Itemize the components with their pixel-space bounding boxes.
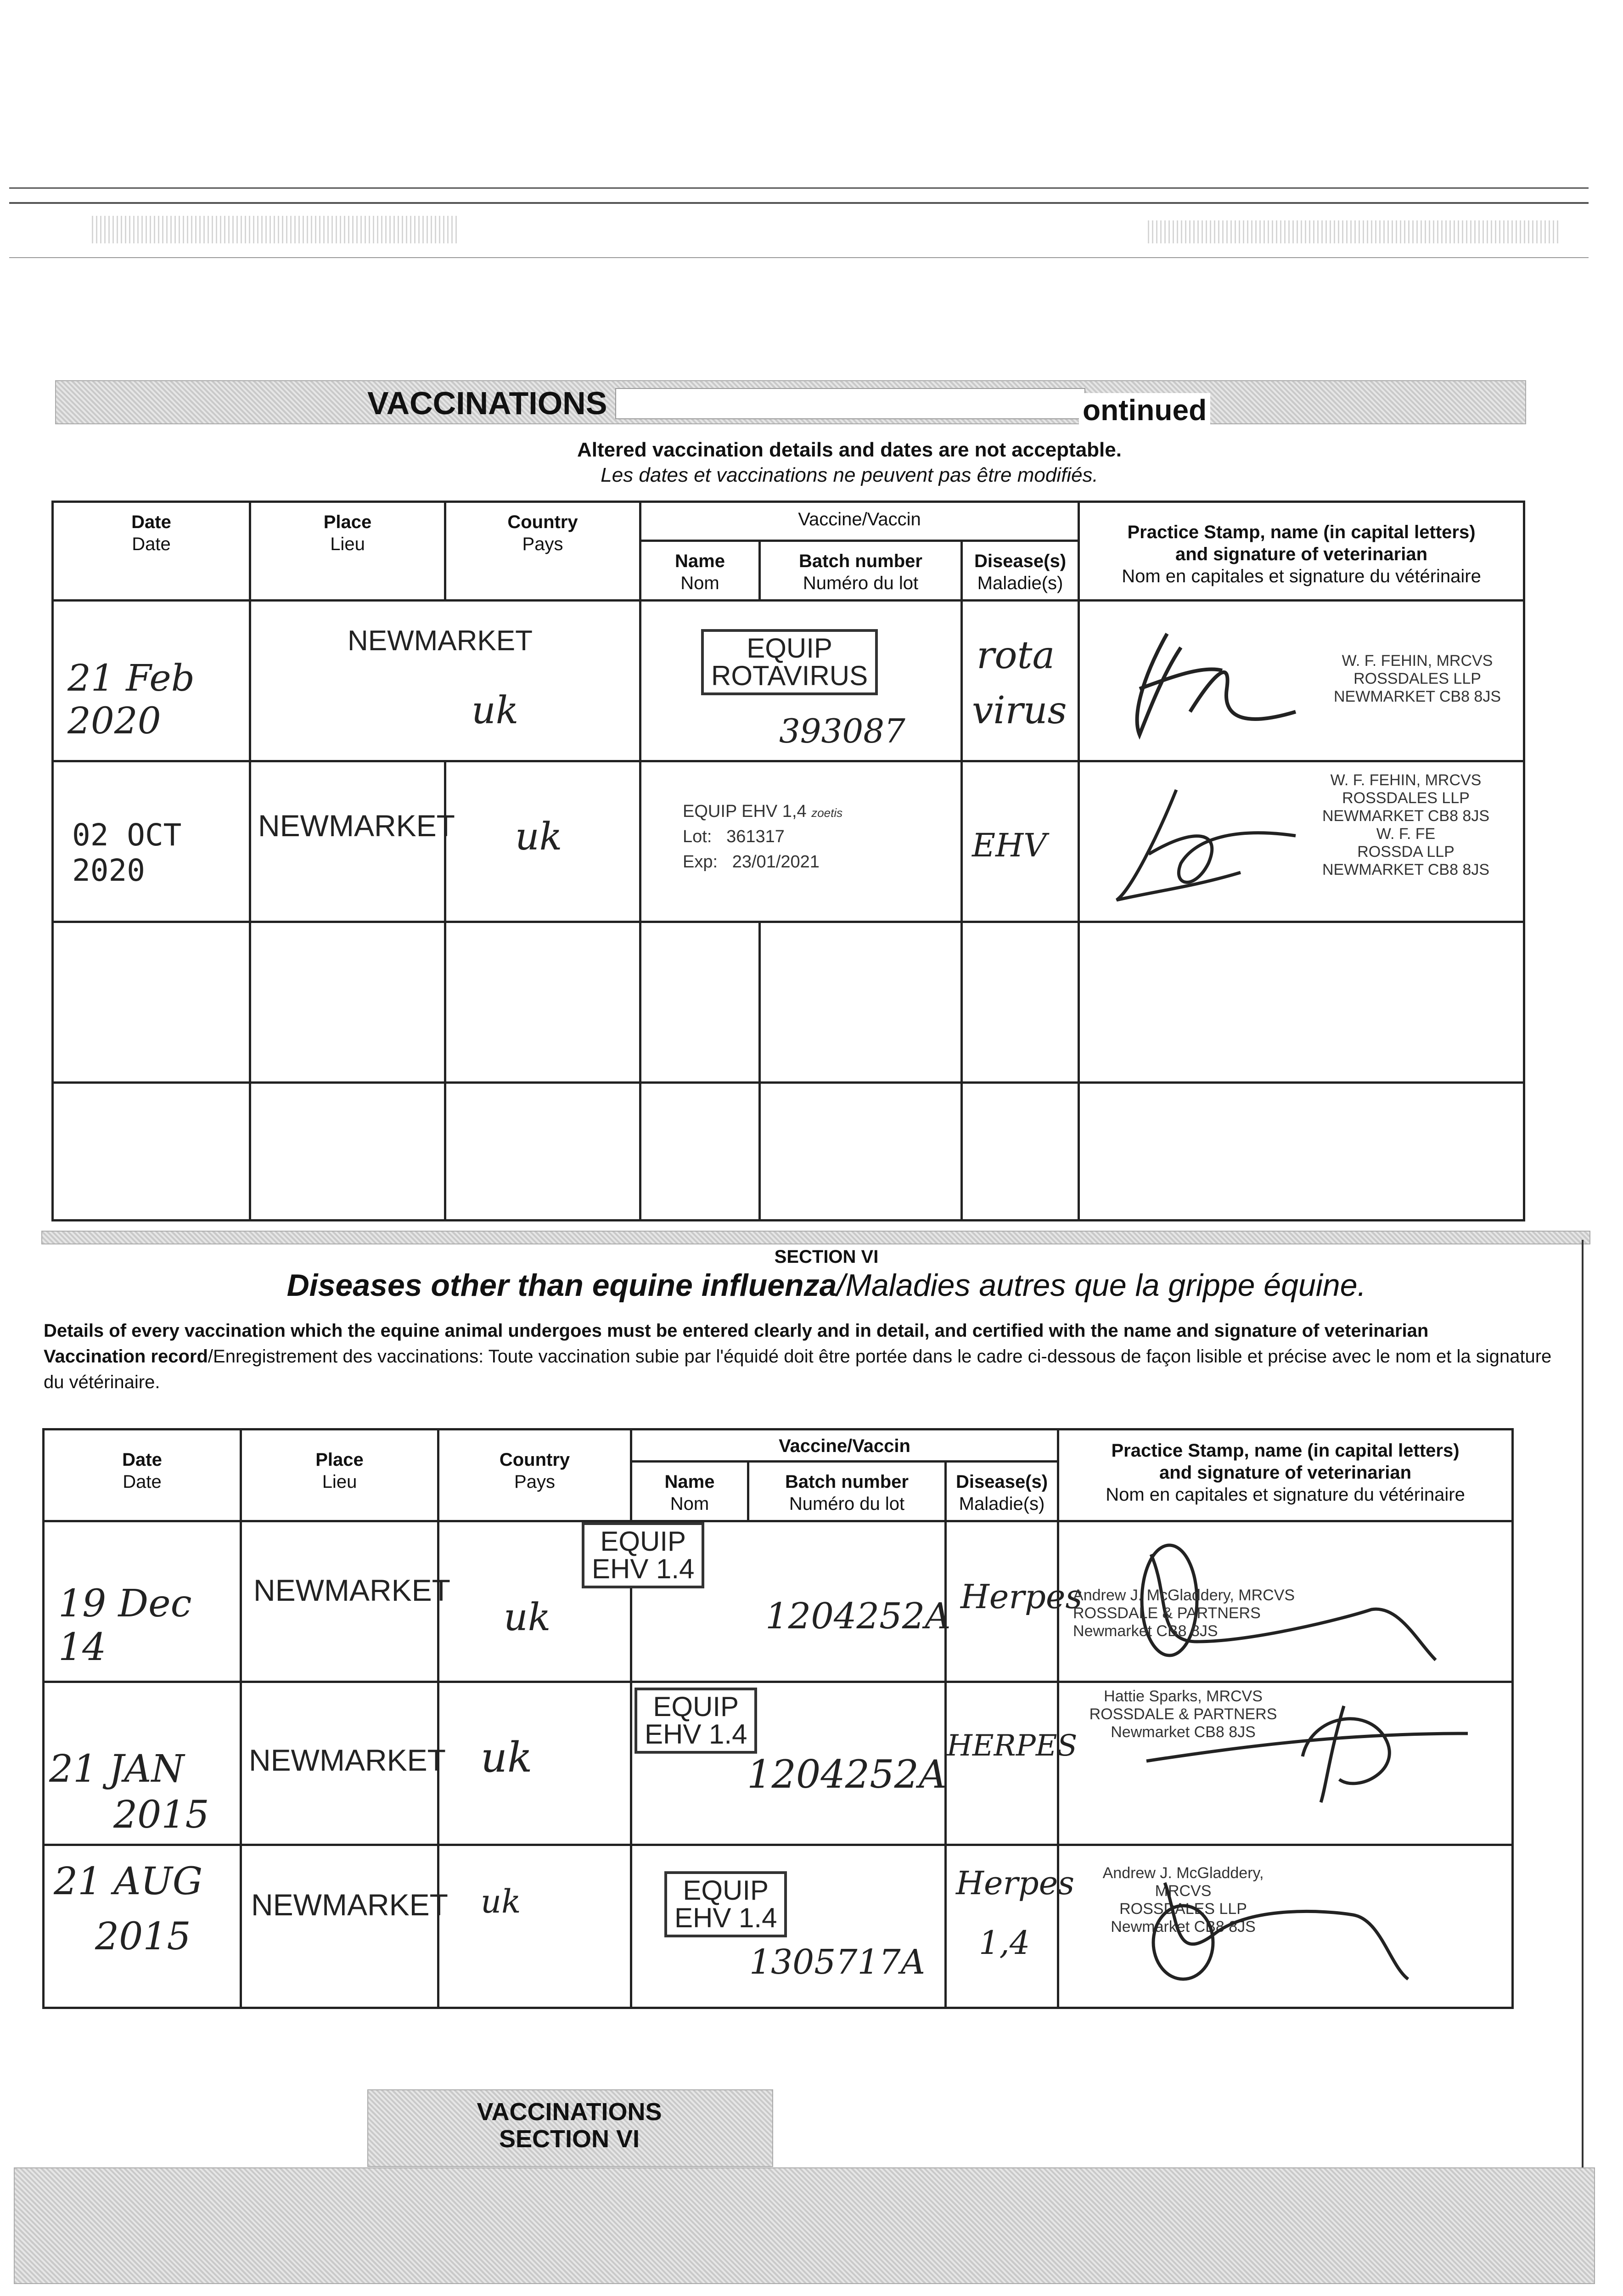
cell-place-country: NEWMARKET uk (250, 601, 640, 761)
table-row (53, 761, 1524, 922)
section-vi-vaccination-table (42, 1428, 1514, 2009)
cell-practice (1058, 1845, 1513, 2008)
header-date: Date Date (53, 502, 250, 601)
header-country: Country Pays (438, 1429, 631, 1521)
vaccinations-title: VACCINATIONS (367, 385, 607, 421)
vaccinations-title-cont: ontinued (1079, 393, 1210, 427)
veterinarian-signature (1114, 1855, 1463, 2007)
cell-date: 21 Feb 2020 (53, 601, 250, 761)
header-name: Name Nom (631, 1462, 748, 1521)
section-vi-title: Diseases other than equine influenza/Maladies autres que la grippe équine. (286, 1268, 1366, 1303)
cell-practice (1079, 601, 1524, 761)
cell-country: uk (438, 1521, 631, 1682)
cell-practice (1058, 1682, 1513, 1845)
warning-fr: Les dates et vaccinations ne peuvent pas être modifiés. (601, 464, 1098, 486)
scan-line (9, 187, 1589, 189)
header-practice: Practice Stamp, name (in capital letters) and signature of veterinarian Nom en capitales et signature du vétérinaire (1079, 502, 1524, 601)
vaccine-name-stamp: EQUIP ROTAVIRUS (701, 629, 878, 695)
table-row (53, 922, 1524, 1083)
cell-date: 21 AUG 2015 (44, 1845, 241, 2008)
vet-stamp: Andrew J. McGladdery, MRCVS ROSSDALE & PARTNERS Newmarket CB8 8JS (1073, 1587, 1295, 1640)
header-vaccine: Vaccine/Vaccin (631, 1429, 1058, 1462)
vet-stamp: W. F. FEHIN, MRCVS ROSSDALES LLP NEWMARKET CB8 8JS (1334, 652, 1501, 706)
header-practice: Practice Stamp, name (in capital letters) and signature of veterinarian Nom en capitales et signature du vétérinaire (1058, 1429, 1513, 1521)
cell-place: NEWMARKET (241, 1521, 438, 1682)
header-date: Date Date (44, 1429, 241, 1521)
table-row (44, 1521, 1513, 1682)
header-country: Country Pays (445, 502, 640, 601)
cell-practice (1079, 761, 1524, 922)
warning-en: Altered vaccination details and dates are not acceptable. (577, 439, 1122, 461)
footer-band (14, 2167, 1595, 2284)
cell-place: NEWMARKET (241, 1682, 438, 1845)
section-vi-label: SECTION VI (774, 1247, 879, 1267)
veterinarian-signature (1128, 1688, 1477, 1839)
veterinarian-signature (1112, 620, 1305, 748)
cell-date: 19 Dec 14 (44, 1521, 241, 1682)
header-place: Place Lieu (250, 502, 445, 601)
cell-name-batch: EQUIP EHV 1.4 1204252A (631, 1521, 946, 1682)
cell-name-batch (640, 761, 962, 922)
vaccine-name-stamp: EQUIP EHV 1.4 (664, 1871, 787, 1937)
cell-disease: EHV (962, 761, 1079, 922)
cell-date: 02 OCT 2020 (53, 761, 250, 922)
cell-date: 21 JAN 2015 (44, 1682, 241, 1845)
table-row (44, 1682, 1513, 1845)
top-vaccination-table (51, 501, 1525, 1221)
vet-stamp: W. F. FEHIN, MRCVS ROSSDALES LLP NEWMARKET CB8 8JS W. F. FE ROSSDA LLP NEWMARKET CB8 8JS (1322, 771, 1490, 879)
vaccine-name-stamp: EQUIP EHV 1.4 (635, 1688, 757, 1754)
cell-country: uk (445, 761, 640, 922)
cell-country: uk (438, 1845, 631, 2008)
cell-place: NEWMARKET (241, 1845, 438, 2008)
header-vaccine: Vaccine/Vaccin (640, 502, 1079, 541)
cell-country: uk (438, 1682, 631, 1845)
cell-place: NEWMARKET (250, 761, 445, 922)
cell-name-batch: EQUIP EHV 1.4 1204252A (631, 1682, 946, 1845)
scan-noise (1148, 220, 1561, 243)
scan-noise (92, 216, 459, 243)
cell-disease: HERPES (946, 1682, 1058, 1845)
scan-edge-line (1582, 1240, 1584, 2181)
section-vi-instructions: Details of every vaccination which the equine animal undergoes must be entered clearly and in detail, and certified with the name and signature of veterinarian Vaccination record/Enregistrement des vaccinations: Toute vaccination subie par l'équidé doit être portée dans le cadre ci-dessous de façon lisible et précise avec le nom et la signature du vétérinaire. (44, 1321, 1552, 1392)
cell-name-batch: EQUIP ROTAVIRUS 393087 (640, 601, 962, 761)
section-divider-bar (41, 1231, 1590, 1244)
header-name: Name Nom (640, 541, 760, 601)
vet-stamp: Hattie Sparks, MRCVS ROSSDALE & PARTNERS Newmarket CB8 8JS (1089, 1688, 1277, 1741)
scan-line (9, 257, 1589, 258)
table-row (53, 1083, 1524, 1221)
vaccine-label-sticker: EQUIP EHV 1,4 zoetis Lot: 361317 Exp: 23/01/2021 (683, 802, 843, 872)
footer-tab-text: VACCINATIONS SECTION VI (477, 2098, 662, 2153)
header-disease: Disease(s) Maladie(s) (962, 541, 1079, 601)
veterinarian-signature (1103, 781, 1323, 918)
header-place: Place Lieu (241, 1429, 438, 1521)
header-batch: Batch number Numéro du lot (748, 1462, 946, 1521)
vaccinations-title-box (615, 388, 1085, 419)
cell-disease: Herpes (946, 1521, 1058, 1682)
vaccine-name-stamp: EQUIP EHV 1.4 (582, 1522, 704, 1588)
scan-line (9, 202, 1589, 204)
cell-disease: rota virus (962, 601, 1079, 761)
cell-name-batch: EQUIP EHV 1.4 1305717A (631, 1845, 946, 2008)
header-disease: Disease(s) Maladie(s) (946, 1462, 1058, 1521)
cell-disease: Herpes 1,4 (946, 1845, 1058, 2008)
table-row (53, 601, 1524, 761)
table-row (44, 1845, 1513, 2008)
cell-practice (1058, 1521, 1513, 1682)
vet-stamp: Andrew J. McGladdery, MRCVS ROSSDALES LLP Newmarket CB8 8JS (1102, 1864, 1264, 1936)
header-batch: Batch number Numéro du lot (760, 541, 962, 601)
